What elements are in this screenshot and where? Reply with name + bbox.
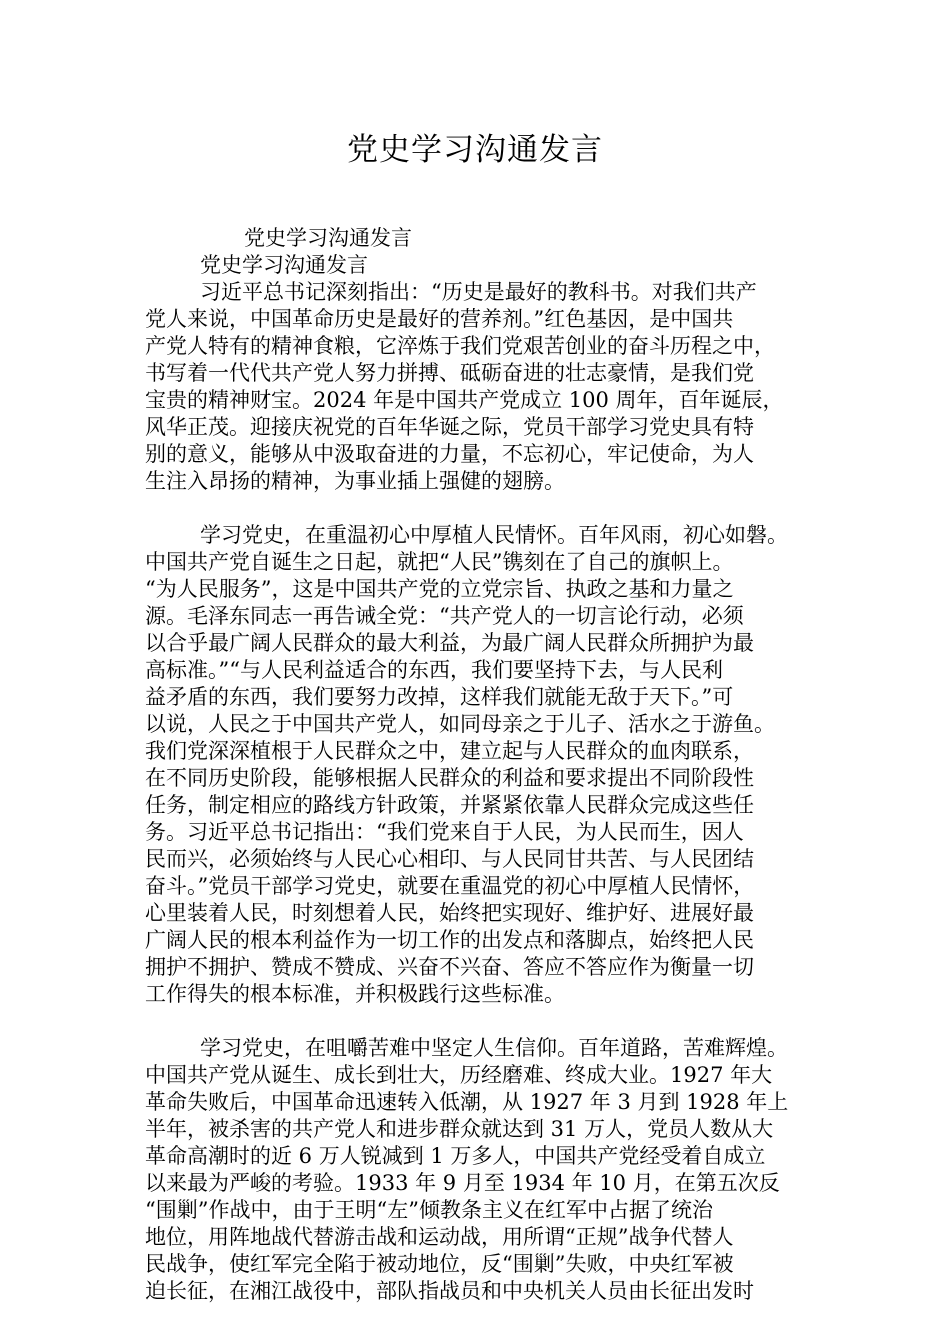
paragraph-spacer <box>145 495 835 522</box>
paragraph-2 <box>145 522 835 1008</box>
subtitle-line: 党史学习沟通发言 <box>200 253 368 277</box>
text-line: 书写着一代代共产党人努力拼搏、砥砺奋进的壮志豪情，是我们党 <box>145 361 754 385</box>
text-line: 生注入昂扬的精神，为事业插上强健的翅膀。 <box>145 469 565 493</box>
text-line: 任务，制定相应的路线方针政策，并紧紧依靠人民群众完成这些任 <box>145 793 754 817</box>
text-line: 源。毛泽东同志一再告诫全党：“共产党人的一切言论行动，必须 <box>145 604 744 628</box>
text-line: 党人来说，中国革命历史是最好的营养剂。”红色基因，是中国共 <box>145 307 734 331</box>
text-line: 工作得失的根本标准，并积极践行这些标准。 <box>145 982 565 1006</box>
text-line: 别的意义，能够从中汲取奋进的力量，不忘初心，牢记使命，为人 <box>145 442 754 466</box>
text-line: 高标准。”“与人民利益适合的东西，我们要坚持下去，与人民利 <box>145 658 723 682</box>
subtitle-line: 党史学习沟通发言 <box>244 226 412 250</box>
text-line: “为人民服务”，这是中国共产党的立党宗旨、执政之基和力量之 <box>145 577 734 601</box>
text-line: 奋斗。”党员干部学习党史，就要在重温党的初心中厚植人民情怀， <box>145 874 755 898</box>
text-line: 民战争，使红军完全陷于被动地位，反“围剿”失败，中央红军被 <box>145 1252 734 1276</box>
text-line: 产党人特有的精神食粮，它淬炼于我们党艰苦创业的奋斗历程之中， <box>145 334 775 358</box>
paragraph-1 <box>145 279 835 495</box>
document-body <box>145 225 835 1305</box>
text-line: 风华正茂。迎接庆祝党的百年华诞之际，党员干部学习党史具有特 <box>145 415 754 439</box>
text-line: 迫长征，在湘江战役中，部队指战员和中央机关人员由长征出发时 <box>145 1279 754 1303</box>
text-line: “围剿”作战中，由于王明“左”倾教条主义在红军中占据了统治 <box>145 1198 713 1222</box>
text-line: 广阔人民的根本利益作为一切工作的出发点和落脚点，始终把人民 <box>145 928 754 952</box>
text-line: 以来最为严峻的考验。1933 年 9 月至 1934 年 10 月，在第五次反 <box>145 1171 780 1195</box>
text-line: 民而兴，必须始终与人民心心相印、与人民同甘共苦、与人民团结 <box>145 847 754 871</box>
text-line: 中国共产党从诞生、成长到壮大，历经磨难、终成大业。1927 年大 <box>145 1063 773 1087</box>
text-line: 在不同历史阶段，能够根据人民群众的利益和要求提出不同阶段性 <box>145 766 754 790</box>
text-line: 拥护不拥护、赞成不赞成、兴奋不兴奋、答应不答应作为衡量一切 <box>145 955 754 979</box>
text-line: 以说，人民之于中国共产党人，如同母亲之于儿子、活水之于游鱼。 <box>145 712 775 736</box>
text-line: 学习党史，在咀嚼苦难中坚定人生信仰。百年道路，苦难辉煌。 <box>200 1036 788 1060</box>
document-title: 党史学习沟通发言 <box>347 132 603 168</box>
text-line: 中国共产党自诞生之日起，就把“人民”镌刻在了自己的旗帜上。 <box>145 550 734 574</box>
text-line: 宝贵的精神财宝。2024 年是中国共产党成立 100 周年，百年诞辰， <box>145 388 784 412</box>
text-line: 革命失败后，中国革命迅速转入低潮，从 1927 年 3 月到 1928 年上 <box>145 1090 789 1114</box>
text-line: 半年，被杀害的共产党人和进步群众就达到 31 万人，党员人数从大 <box>145 1117 774 1141</box>
paragraph-spacer <box>145 1008 835 1035</box>
text-line: 习近平总书记深刻指出：“历史是最好的教科书。对我们共产 <box>200 280 757 304</box>
text-line: 学习党史，在重温初心中厚植人民情怀。百年风雨，初心如磐。 <box>200 523 788 547</box>
text-line: 心里装着人民，时刻想着人民，始终把实现好、维护好、进展好最 <box>145 901 754 925</box>
paragraph-3 <box>145 1035 835 1305</box>
text-line: 地位，用阵地战代替游击战和运动战，用所谓“正规”战争代替人 <box>145 1225 734 1249</box>
text-line: 务。习近平总书记指出：“我们党来自于人民，为人民而生，因人 <box>145 820 744 844</box>
text-line: 我们党深深植根于人民群众之中，建立起与人民群众的血肉联系， <box>145 739 754 763</box>
text-line: 革命高潮时的近 6 万人锐减到 1 万多人，中国共产党经受着自成立 <box>145 1144 766 1168</box>
text-line: 以合乎最广阔人民群众的最大利益，为最广阔人民群众所拥护为最 <box>145 631 754 655</box>
text-line: 益矛盾的东西，我们要努力改掉，这样我们就能无敌于天下。”可 <box>145 685 734 709</box>
